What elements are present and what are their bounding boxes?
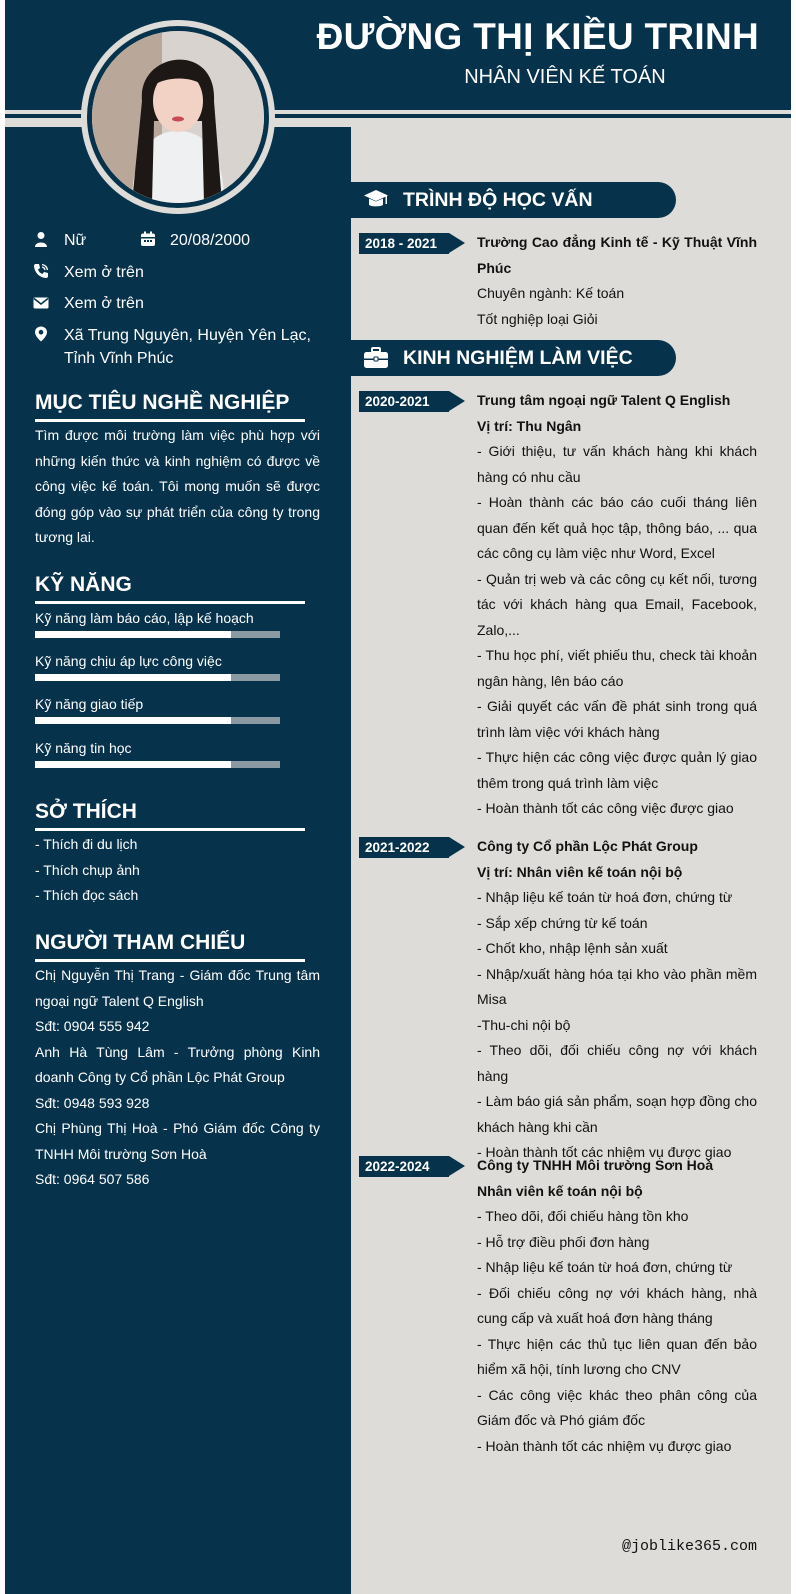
job-duty: - Đối chiếu công nợ với khách hàng, nhà cung cấp và xuất hoá đơn hàng tháng	[477, 1284, 757, 1326]
job-entry	[477, 388, 757, 822]
experience-title: KINH NGHIỆM LÀM VIỆC	[403, 347, 633, 369]
education-title: TRÌNH ĐỘ HỌC VẤN	[403, 189, 593, 211]
job-position: Vị trí: Thu Ngân	[477, 417, 582, 434]
list-item: - Thích đọc sách	[35, 887, 139, 903]
job-duty: - Nhập liệu kế toán từ hoá đơn, chứng từ	[477, 1259, 733, 1275]
skill-bar	[35, 761, 280, 768]
education-period: 2018 - 2021	[359, 233, 449, 254]
skill-bar	[35, 631, 280, 638]
education-header	[351, 182, 676, 218]
job-duty: - Thực hiện các công việc được quản lý giao thêm trong quá trình làm việc	[477, 749, 757, 791]
job-duty: - Hoàn thành tốt các công việc được giao	[477, 800, 734, 816]
calendar-icon	[140, 231, 156, 247]
job-duty: - Nhập/xuất hàng hóa tại kho vào phần mềm Misa	[477, 965, 757, 1007]
skill-bar-fill	[35, 674, 231, 681]
email-value: Xem ở trên	[64, 295, 144, 312]
avatar	[92, 31, 264, 203]
job-position: Nhân viên kế toán nội bộ	[477, 1182, 643, 1199]
education-details	[477, 230, 757, 332]
hobbies-title: SỞ THÍCH	[35, 800, 137, 823]
job-company: Công ty TNHH Môi trường Sơn Hoà	[477, 1157, 714, 1173]
footer-watermark: @joblike365.com	[621, 1538, 757, 1555]
skill-label: Kỹ năng chịu áp lực công việc	[35, 653, 222, 669]
job-duty: - Hỗ trợ điều phối đơn hàng	[477, 1233, 650, 1250]
graduation-cap-icon	[363, 188, 389, 212]
job-duty: - Nhập liệu kế toán từ hoá đơn, chứng từ	[477, 889, 733, 905]
list-item: - Thích đi du lịch	[35, 836, 138, 852]
job-company: Công ty Cổ phần Lộc Phát Group	[477, 838, 698, 854]
job-duty: - Thu học phí, viết phiếu thu, check tài khoản ngân hàng, lên báo cáo	[477, 647, 757, 689]
job-duty: - Làm báo giá sản phẩm, soạn hợp đồng cho khách hàng khi cần	[477, 1093, 757, 1135]
cv-page	[5, 0, 791, 1594]
address-value: Xã Trung Nguyên, Huyện Yên Lạc, Tỉnh Vĩnh Phúc	[64, 327, 311, 367]
reference-person: Chị Phùng Thị Hoà - Phó Giám đốc Công ty TNHH Môi trường Sơn Hoà	[35, 1120, 320, 1162]
person-icon	[33, 231, 49, 247]
job-period: 2022-2024	[359, 1156, 449, 1177]
skill-label: Kỹ năng tin học	[35, 740, 132, 756]
phone-icon	[33, 263, 49, 279]
job-duty: - Giải quyết các vấn đề phát sinh trong quá trình làm việc với khách hàng	[477, 698, 757, 740]
skills-title: KỸ NĂNG	[35, 573, 132, 596]
job-duty: - Hoàn thành tốt các nhiệm vụ được giao	[477, 1144, 732, 1160]
hobbies-list	[35, 832, 320, 909]
candidate-name: ĐƯỜNG THỊ KIỀU TRINH	[316, 16, 759, 57]
objective-title: MỤC TIÊU NGHỀ NGHIỆP	[35, 391, 290, 414]
experience-header	[351, 340, 676, 376]
references-title: NGƯỜI THAM CHIẾU	[35, 931, 246, 954]
job-duty: - Theo dõi, đối chiếu công nợ với khách hàng	[477, 1042, 757, 1084]
job-duty: - Giới thiệu, tư vấn khách hàng khi khách hàng có nhu cầu	[477, 443, 757, 485]
skill-label: Kỹ năng làm báo cáo, lập kế hoạch	[35, 610, 254, 626]
skills-divider	[35, 601, 305, 604]
job-company: Trung tâm ngoại ngữ Talent Q English	[477, 392, 731, 408]
job-duty: - Hoàn thành tốt các nhiệm vụ được giao	[477, 1437, 732, 1454]
job-duty: - Các công việc khác theo phân công của Giám đốc và Phó giám đốc	[477, 1386, 757, 1428]
skill-bar-fill	[35, 761, 231, 768]
job-position: Vị trí: Nhân viên kế toán nội bộ	[477, 863, 683, 880]
objective-text: Tìm được môi trường làm việc phù hợp với những kiến thức và kinh nghiệm có được về công việc kế toán. Tôi mong muốn sẽ được đóng góp vào sự phát triển của công ty trong tương lai.	[35, 427, 320, 545]
major: Chuyên ngành: Kế toán	[477, 285, 625, 301]
reference-person: Anh Hà Tùng Lâm - Trưởng phòng Kinh doanh Công ty Cổ phần Lộc Phát Group	[35, 1043, 320, 1085]
school-name: Trường Cao đẳng Kinh tế - Kỹ Thuật Vĩnh Phúc	[477, 234, 757, 276]
job-entry	[477, 834, 757, 1166]
job-period: 2021-2022	[359, 837, 449, 858]
email-icon	[33, 295, 49, 311]
birthday-value: 20/08/2000	[170, 232, 251, 249]
list-item: - Thích chụp ảnh	[35, 861, 140, 878]
reference-phone: Sđt: 0948 593 928	[35, 1094, 150, 1111]
references-divider	[35, 959, 305, 962]
skill-bar	[35, 674, 280, 681]
reference-person: Chị Nguyễn Thị Trang - Giám đốc Trung tâm ngoại ngữ Talent Q English	[35, 967, 320, 1009]
reference-phone: Sđt: 0964 507 586	[35, 1171, 150, 1187]
phone-value: Xem ở trên	[64, 264, 144, 281]
job-period: 2020-2021	[359, 391, 449, 412]
objective-divider	[35, 419, 305, 422]
job-duty: - Chốt kho, nhập lệnh sản xuất	[477, 940, 668, 956]
job-duty: - Sắp xếp chứng từ kế toán	[477, 914, 648, 931]
job-duty: - Hoàn thành các báo cáo cuối tháng liên quan đến kết quả học tập, thông báo, ... qua các công cụ làm việc như Word, Excel	[477, 494, 757, 561]
candidate-role: NHÂN VIÊN KẾ TOÁN	[464, 66, 666, 88]
grade: Tốt nghiệp loại Giỏi	[477, 310, 598, 327]
job-entry	[477, 1153, 757, 1459]
job-duty: -Thu-chi nội bộ	[477, 1016, 571, 1033]
skill-label: Kỹ năng giao tiếp	[35, 696, 144, 712]
job-duty: - Thực hiện các thủ tục liên quan đến bảo hiểm xã hội, tính lương cho CNV	[477, 1335, 757, 1377]
gender-value: Nữ	[64, 232, 87, 249]
references-list	[35, 963, 320, 1193]
skill-bar-fill	[35, 717, 231, 724]
job-duty: - Quản trị web và các công cụ kết nối, tương tác với khách hàng qua Email, Facebook, Zalo,...	[477, 570, 757, 638]
skill-bar-fill	[35, 631, 231, 638]
skill-bar	[35, 717, 280, 724]
location-icon	[33, 326, 49, 342]
reference-phone: Sđt: 0904 555 942	[35, 1018, 150, 1034]
job-duty: - Theo dõi, đối chiếu hàng tồn kho	[477, 1208, 689, 1224]
briefcase-icon	[363, 346, 389, 370]
hobbies-divider	[35, 828, 305, 831]
